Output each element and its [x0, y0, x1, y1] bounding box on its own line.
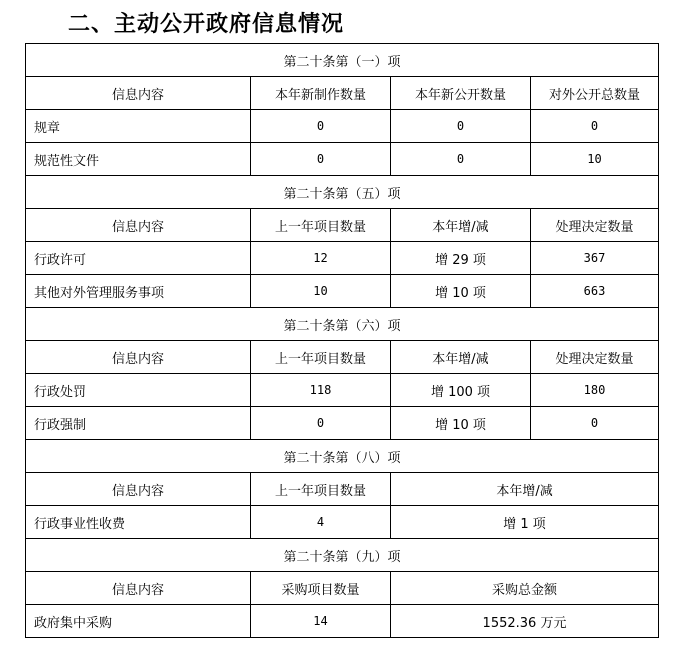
- column-header: 上一年项目数量: [251, 473, 391, 506]
- table-row: [26, 275, 659, 308]
- table-cell: 0: [531, 110, 659, 143]
- column-header: 处理决定数量: [531, 341, 659, 374]
- table-row: [26, 605, 659, 638]
- header-row-6: [26, 341, 659, 374]
- table-cell: 1552.36 万元: [391, 605, 659, 638]
- table-row: [26, 110, 659, 143]
- row-label: 规章: [26, 110, 251, 143]
- section-row-6: [26, 308, 659, 341]
- section-title-1: 第二十条第（一）项: [26, 44, 659, 77]
- table-cell: 118: [251, 374, 391, 407]
- header-row-5: [26, 209, 659, 242]
- table-row: [26, 143, 659, 176]
- table-cell: 0: [391, 110, 531, 143]
- table-cell: 0: [391, 143, 531, 176]
- column-header: 本年新公开数量: [391, 77, 531, 110]
- column-header: 本年增/减: [391, 473, 659, 506]
- table-cell: 0: [531, 407, 659, 440]
- section-title-8: 第二十条第（八）项: [26, 440, 659, 473]
- column-header: 本年增/减: [391, 341, 531, 374]
- row-label: 规范性文件: [26, 143, 251, 176]
- column-header: 信息内容: [26, 473, 251, 506]
- table-cell: 10: [251, 275, 391, 308]
- table-cell: 0: [251, 110, 391, 143]
- table-row: [26, 374, 659, 407]
- section-row-5: [26, 176, 659, 209]
- table-cell: 增 100 项: [391, 374, 531, 407]
- section-row-1: [26, 44, 659, 77]
- row-label: 行政事业性收费: [26, 506, 251, 539]
- table-cell: 180: [531, 374, 659, 407]
- section-title-6: 第二十条第（六）项: [26, 308, 659, 341]
- section-title-9: 第二十条第（九）项: [26, 539, 659, 572]
- row-label: 行政强制: [26, 407, 251, 440]
- column-header: 信息内容: [26, 209, 251, 242]
- row-label: 其他对外管理服务事项: [26, 275, 251, 308]
- column-header: 信息内容: [26, 572, 251, 605]
- table-cell: 增 29 项: [391, 242, 531, 275]
- column-header: 本年增/减: [391, 209, 531, 242]
- table-row: [26, 242, 659, 275]
- table-cell: 4: [251, 506, 391, 539]
- table-cell: 0: [251, 143, 391, 176]
- column-header: 采购项目数量: [251, 572, 391, 605]
- column-header: 信息内容: [26, 341, 251, 374]
- section-heading: 二、主动公开政府信息情况: [68, 12, 345, 37]
- column-header: 采购总金额: [391, 572, 659, 605]
- table-row: [26, 506, 659, 539]
- table-cell: 0: [251, 407, 391, 440]
- header-row-8: [26, 473, 659, 506]
- table-cell: 10: [531, 143, 659, 176]
- info-table: [25, 43, 659, 638]
- row-label: 政府集中采购: [26, 605, 251, 638]
- column-header: 信息内容: [26, 77, 251, 110]
- table-cell: 12: [251, 242, 391, 275]
- column-header: 上一年项目数量: [251, 341, 391, 374]
- section-title-5: 第二十条第（五）项: [26, 176, 659, 209]
- header-row-1: [26, 77, 659, 110]
- table-cell: 14: [251, 605, 391, 638]
- column-header: 本年新制作数量: [251, 77, 391, 110]
- header-row-9: [26, 572, 659, 605]
- table-row: [26, 407, 659, 440]
- table-cell: 663: [531, 275, 659, 308]
- section-row-8: [26, 440, 659, 473]
- table-cell: 增 10 项: [391, 275, 531, 308]
- column-header: 处理决定数量: [531, 209, 659, 242]
- table-cell: 增 1 项: [391, 506, 659, 539]
- section-row-9: [26, 539, 659, 572]
- table-cell: 367: [531, 242, 659, 275]
- column-header: 上一年项目数量: [251, 209, 391, 242]
- row-label: 行政许可: [26, 242, 251, 275]
- table-cell: 增 10 项: [391, 407, 531, 440]
- column-header: 对外公开总数量: [531, 77, 659, 110]
- row-label: 行政处罚: [26, 374, 251, 407]
